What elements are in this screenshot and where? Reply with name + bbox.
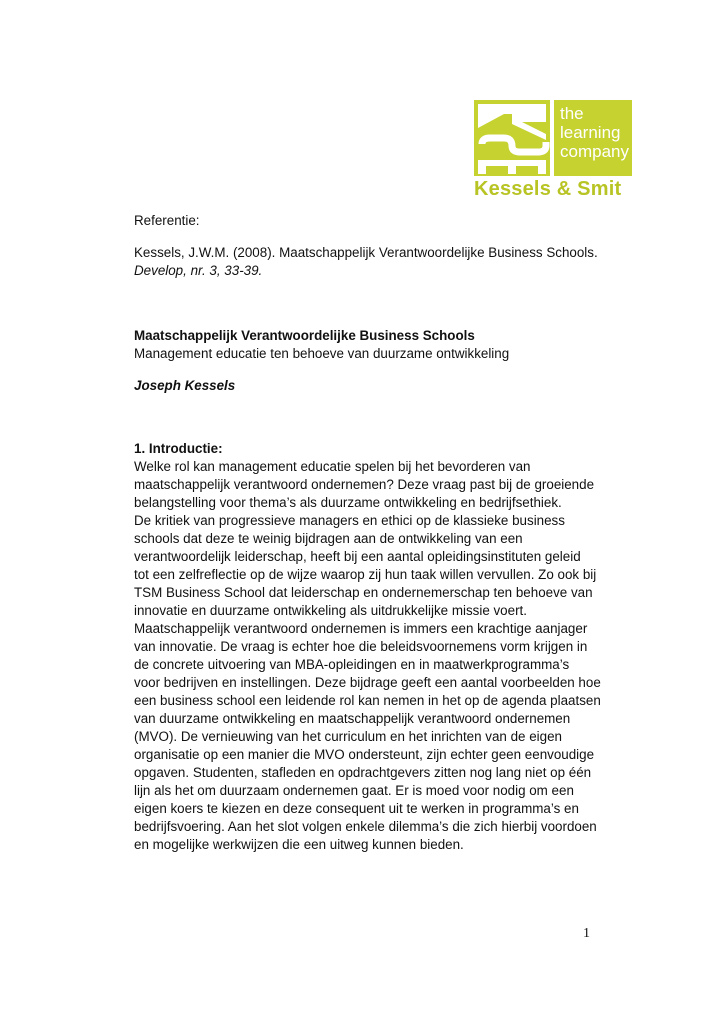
reference-label: Referentie: [134,213,200,228]
logo-tagline-line: learning [560,123,621,142]
paragraph-line: schools dat deze te weinig bijdragen aan de ontwikkeling van een [134,531,523,546]
paragraph-line: bedrijfsvoering. Aan het slot volgen enkele dilemma’s die zich hierbij voordoen [134,819,597,834]
paragraph-line: De kritiek van progressieve managers en ethici op de klassieke business [134,513,565,528]
reference-citation-source: Develop, nr. 3, 33-39. [134,263,263,278]
paragraph-line: (MVO). De vernieuwing van het curriculum en het inrichten van de eigen [134,729,562,744]
article-title: Maatschappelijk Verantwoordelijke Business Schools [134,328,475,343]
logo-tagline [554,100,632,178]
paragraph-line: en mogelijke werkwijzen die een uitweg kunnen bieden. [134,837,464,852]
reference-citation: Kessels, J.W.M. (2008). Maatschappelijk Verantwoordelijke Business Schools. [134,245,598,260]
logo-tagline-line: the [560,104,584,123]
paragraph-line: Maatschappelijk verantwoord ondernemen is immers een krachtige aanjager [134,621,588,636]
paragraph-line: van innovatie. De vraag is echter hoe die beleidsvoornemens vorm krijgen in [134,639,588,654]
paragraph-line: Welke rol kan management educatie spelen bij het bevorderen van [134,459,531,474]
logo-brand-name: Kessels & Smit [474,178,622,200]
paragraph-line: TSM Business School dat leiderschap en ondernemerschap ten behoeve van [134,585,593,600]
paragraph-line: organisatie op een manier die MVO ondersteunt, zijn echter geen eenvoudige [134,747,595,762]
paragraph-line: verantwoordelijk leiderschap, heeft bij een aantal opleidingsinstituten geleid [134,549,581,564]
paragraph-line: van duurzame ontwikkeling en maatschappelijk verantwoord ondernemen [134,711,571,726]
paragraph-line: tot een zelfreflectie op de wijze waarop zij hun taak willen vervullen. Zo ook bij [134,567,597,582]
paragraph-line: een business school een leidende rol kan nemen in het op de agenda plaatsen [134,693,601,708]
article-author: Joseph Kessels [134,378,236,393]
paragraph-line: voor bedrijven en instellingen. Deze bijdrage geeft een aantal voorbeelden hoe [134,675,601,690]
article-subtitle: Management educatie ten behoeve van duurzame ontwikkeling [134,346,510,361]
page-number: 1 [583,926,590,941]
section-heading: 1. Introductie: [134,441,223,456]
paragraph-line: de concrete uitvoering van MBA-opleidingen en in maatwerkprogramma’s [134,657,570,672]
paragraph-line: opgaven. Studenten, stafleden en opdrachtgevers zitten nog lang niet op één [134,765,592,780]
paragraph-line: eigen koers te kiezen en deze consequent uit te werken in programma’s en [134,801,579,816]
introduction-paragraph [134,458,604,854]
logo-tagline-line: company [560,142,629,161]
paragraph-line: lijn als het om duurzaam ondernemen gaat. Er is moed voor nodig om een [134,783,574,798]
document-body [134,212,604,854]
paragraph-line: innovatie en duurzame ontwikkeling als uitdrukkelijke missie voert. [134,603,527,618]
paragraph-line: belangstelling voor thema’s als duurzame ontwikkeling en bedrijfsethiek. [134,495,562,510]
paragraph-line: maatschappelijk verantwoord ondernemen? Deze vraag past bij de groeiende [134,477,595,492]
